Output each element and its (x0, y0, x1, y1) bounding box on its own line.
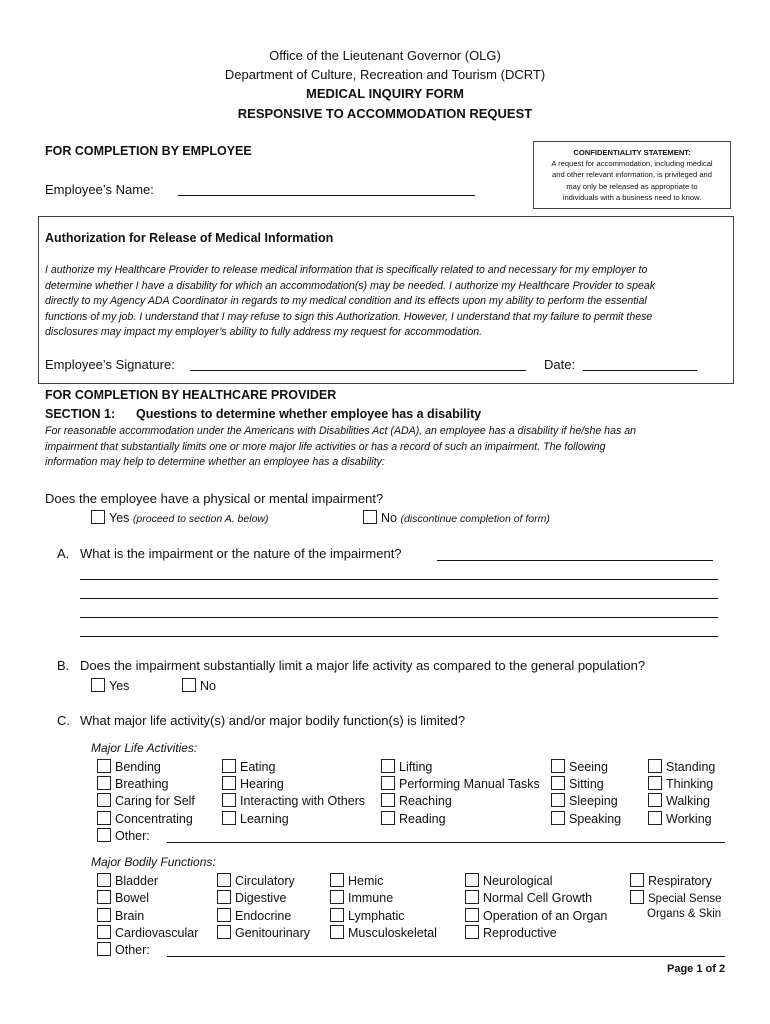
activity-label: Concentrating (115, 812, 193, 826)
function-label: Normal Cell Growth (483, 891, 593, 905)
function-label: Brain (115, 909, 145, 923)
confidentiality-title: CONFIDENTIALITY STATEMENT: (573, 148, 691, 157)
function-option (465, 925, 557, 940)
activity-label: Learning (240, 812, 289, 826)
answer-a-line[interactable] (80, 579, 718, 580)
authorization-line: functions of my job. I understand that I may refuse to sign this Authorization. However, I understand that my failure to permit these (45, 310, 653, 323)
activity-label: Sitting (569, 777, 604, 791)
function-checkbox[interactable] (465, 873, 479, 887)
section-title: Questions to determine whether employee has a disability (136, 407, 482, 421)
answer-a-line[interactable] (80, 636, 718, 637)
function-checkbox[interactable] (217, 925, 231, 939)
answer-a-line[interactable] (80, 598, 718, 599)
function-option (330, 908, 405, 923)
activity-option (648, 811, 712, 826)
confidentiality-line: and other relevant information, is privileged and (552, 170, 712, 180)
activity-checkbox[interactable] (551, 793, 565, 807)
question-c-text: What major life activity(s) and/or major bodily function(s) is limited? (80, 713, 466, 728)
section-number: SECTION 1: (45, 407, 116, 421)
activity-checkbox[interactable] (222, 759, 236, 773)
function-label: Respiratory (648, 874, 712, 888)
yes-label: Yes (109, 679, 130, 693)
function-label: Circulatory (235, 874, 295, 888)
activity-checkbox[interactable] (648, 759, 662, 773)
authorization-heading: Authorization for Release of Medical Information (45, 231, 334, 245)
function-label-continued: Organs & Skin (647, 908, 722, 920)
question-a-text: What is the impairment or the nature of the impairment? (80, 546, 402, 561)
activity-checkbox[interactable] (97, 776, 111, 790)
activity-checkbox[interactable] (97, 759, 111, 773)
function-checkbox[interactable] (465, 925, 479, 939)
function-label: Genitourinary (235, 926, 311, 940)
department-title: Department of Culture, Recreation and Tourism (DCRT) (224, 67, 546, 82)
no-label: No (200, 679, 216, 693)
function-checkbox[interactable] (97, 890, 111, 904)
impairment-yes-checkbox[interactable] (91, 510, 105, 524)
activity-checkbox[interactable] (551, 776, 565, 790)
function-checkbox[interactable] (465, 908, 479, 922)
activity-label: Walking (666, 794, 710, 808)
function-label: Operation of an Organ (483, 909, 608, 923)
function-option (97, 890, 149, 905)
activity-checkbox[interactable] (222, 811, 236, 825)
activity-checkbox[interactable] (222, 793, 236, 807)
activity-label: Speaking (569, 812, 622, 826)
activity-option (97, 759, 161, 774)
authorization-line: I authorize my Healthcare Provider to release medical information that is specifically related to and necessary for my employer to (45, 264, 648, 276)
answer-a-line[interactable] (437, 560, 713, 561)
signature-label: Employee’s Signature: (45, 357, 175, 372)
answer-a-line[interactable] (80, 617, 718, 618)
activity-checkbox[interactable] (381, 811, 395, 825)
date-label: Date: (544, 357, 576, 372)
function-label: Bladder (115, 874, 159, 888)
activity-option (97, 776, 169, 791)
confidentiality-line: individuals with a business need to know. (562, 192, 702, 202)
activity-checkbox[interactable] (648, 776, 662, 790)
confidentiality-box (533, 141, 731, 209)
activity-checkbox[interactable] (648, 793, 662, 807)
activity-option (97, 793, 195, 808)
functions-heading: Major Bodily Functions: (91, 855, 216, 869)
question-b-no-option (182, 678, 216, 693)
activity-label: Working (666, 812, 712, 826)
impairment-no-checkbox[interactable] (363, 510, 377, 524)
function-option (97, 908, 144, 923)
activity-option (381, 776, 540, 791)
question-b-no-checkbox[interactable] (182, 678, 196, 692)
question-b-yes-option (91, 678, 129, 693)
activity-label: Hearing (240, 777, 284, 791)
office-title: Office of the Lieutenant Governor (OLG) (269, 48, 501, 63)
function-label: Neurological (483, 874, 553, 888)
function-option (330, 873, 383, 888)
function-label: Musculoskeletal (348, 926, 437, 940)
function-option (217, 873, 295, 888)
form-subtitle: RESPONSIVE TO ACCOMMODATION REQUEST (237, 106, 533, 121)
function-option (330, 890, 393, 905)
intro-line: information may help to determine whether an employee has a disability: (45, 456, 385, 469)
activity-option (648, 793, 710, 808)
page-number: Page 1 of 2 (667, 963, 726, 975)
function-label: Hemic (348, 874, 384, 888)
function-option (630, 890, 722, 905)
function-label: Bowel (115, 891, 150, 905)
function-option (217, 890, 286, 905)
activity-checkbox[interactable] (381, 793, 395, 807)
function-label: Immune (348, 891, 394, 905)
activity-option (222, 776, 284, 791)
yes-label: Yes (109, 511, 130, 525)
activity-checkbox[interactable] (551, 759, 565, 773)
activity-checkbox[interactable] (381, 759, 395, 773)
activity-option (381, 759, 432, 774)
activity-checkbox[interactable] (222, 776, 236, 790)
function-checkbox[interactable] (330, 890, 344, 904)
activity-option (222, 793, 365, 808)
impairment-question: Does the employee have a physical or mental impairment? (45, 491, 384, 506)
function-checkbox[interactable] (330, 925, 344, 939)
function-label: Other: (115, 943, 150, 957)
confidentiality-line: may only be released as appropriate to (566, 181, 698, 191)
question-c-letter: C. (57, 713, 70, 728)
activity-label: Thinking (666, 777, 714, 791)
function-checkbox[interactable] (97, 873, 111, 887)
activity-option (381, 811, 446, 826)
function-checkbox[interactable] (97, 925, 111, 939)
activity-label: Bending (115, 760, 161, 774)
activity-checkbox[interactable] (381, 776, 395, 790)
impairment-no-option (363, 510, 550, 525)
function-checkbox[interactable] (630, 873, 644, 887)
authorization-line: directly to my Agency ADA Coordinator in regards to my medical condition and its effects upon my ability to perform the essential (45, 295, 647, 308)
function-checkbox[interactable] (217, 908, 231, 922)
function-label: Digestive (235, 891, 287, 905)
function-label: Reproductive (483, 926, 557, 940)
no-note: (discontinue completion of form) (400, 513, 550, 525)
activity-label: Reaching (399, 794, 452, 808)
activity-option (551, 811, 621, 826)
function-option (330, 925, 437, 940)
question-b-letter: B. (57, 658, 70, 673)
activity-checkbox[interactable] (551, 811, 565, 825)
function-label: Endocrine (235, 909, 292, 923)
question-b-text: Does the impairment substantially limit a major life activity as compared to the general population? (80, 658, 646, 673)
activity-label: Standing (666, 760, 716, 774)
function-checkbox[interactable] (97, 942, 111, 956)
function-option (97, 925, 198, 940)
signature-field[interactable] (190, 370, 526, 371)
function-checkbox[interactable] (330, 908, 344, 922)
employee-name-label: Employee’s Name: (45, 182, 154, 197)
employee-name-field[interactable] (178, 195, 475, 196)
activity-option (551, 759, 608, 774)
intro-line: For reasonable accommodation under the Americans with Disabilities Act (ADA), an employee has a disability if he/she has an (45, 425, 636, 437)
function-checkbox[interactable] (97, 908, 111, 922)
employee-section-heading: FOR COMPLETION BY EMPLOYEE (45, 144, 252, 158)
authorization-line: determine whether I have a disability for which an accommodation(s) may be needed. I authorize my Healthcare Provider to speak (45, 279, 656, 292)
activity-label: Eating (240, 760, 276, 774)
intro-line: impairment that substantially limits one or more major life activities or has a record of such an impairment. The following (45, 440, 606, 453)
function-checkbox[interactable] (217, 873, 231, 887)
activity-label: Interacting with Others (240, 794, 366, 808)
provider-section-heading: FOR COMPLETION BY HEALTHCARE PROVIDER (45, 388, 337, 402)
activity-checkbox[interactable] (97, 793, 111, 807)
activity-option (97, 828, 150, 843)
activity-other-field[interactable] (167, 842, 725, 843)
function-checkbox[interactable] (465, 890, 479, 904)
question-b-yes-checkbox[interactable] (91, 678, 105, 692)
no-label: No (381, 511, 397, 525)
function-option (97, 873, 158, 888)
form-title: MEDICAL INQUIRY FORM (306, 86, 464, 101)
activity-label: Caring for Self (115, 794, 195, 808)
activity-label: Reading (399, 812, 446, 826)
activity-checkbox[interactable] (648, 811, 662, 825)
activity-label: Breathing (115, 777, 169, 791)
function-label: Special Sense (648, 893, 722, 905)
function-option (465, 890, 592, 905)
impairment-yes-option (91, 510, 269, 525)
activity-checkbox[interactable] (97, 828, 111, 842)
function-checkbox[interactable] (630, 890, 644, 904)
function-option (97, 942, 150, 957)
activities-heading: Major Life Activities: (91, 741, 198, 755)
function-option (465, 908, 607, 923)
function-option (217, 925, 310, 940)
activity-label: Performing Manual Tasks (399, 777, 540, 791)
question-a-letter: A. (57, 546, 70, 561)
activity-option (222, 811, 289, 826)
activity-option (551, 793, 618, 808)
function-checkbox[interactable] (330, 873, 344, 887)
activity-option (648, 776, 713, 791)
activity-option (551, 776, 604, 791)
authorization-line: disclosures may impact my employer’s ability to fully address my request for accommodation. (45, 326, 483, 339)
function-option (217, 908, 291, 923)
activity-label: Other: (115, 829, 150, 843)
activity-option (381, 793, 452, 808)
authorization-text (45, 263, 735, 341)
function-label: Lymphatic (348, 909, 405, 923)
activity-option (222, 759, 275, 774)
activity-option (648, 759, 715, 774)
section-intro (45, 424, 745, 471)
yes-note: (proceed to section A. below) (132, 513, 269, 525)
function-checkbox[interactable] (217, 890, 231, 904)
function-option (465, 873, 552, 888)
activity-label: Seeing (569, 760, 608, 774)
function-other-field[interactable] (167, 956, 725, 957)
activity-label: Lifting (399, 760, 433, 774)
activity-label: Sleeping (569, 794, 618, 808)
activity-checkbox[interactable] (97, 811, 111, 825)
date-field[interactable] (583, 370, 697, 371)
activity-option (97, 811, 193, 826)
function-label: Cardiovascular (115, 926, 199, 940)
confidentiality-line: A request for accommodation, including medical (551, 159, 713, 169)
function-option (630, 873, 712, 888)
